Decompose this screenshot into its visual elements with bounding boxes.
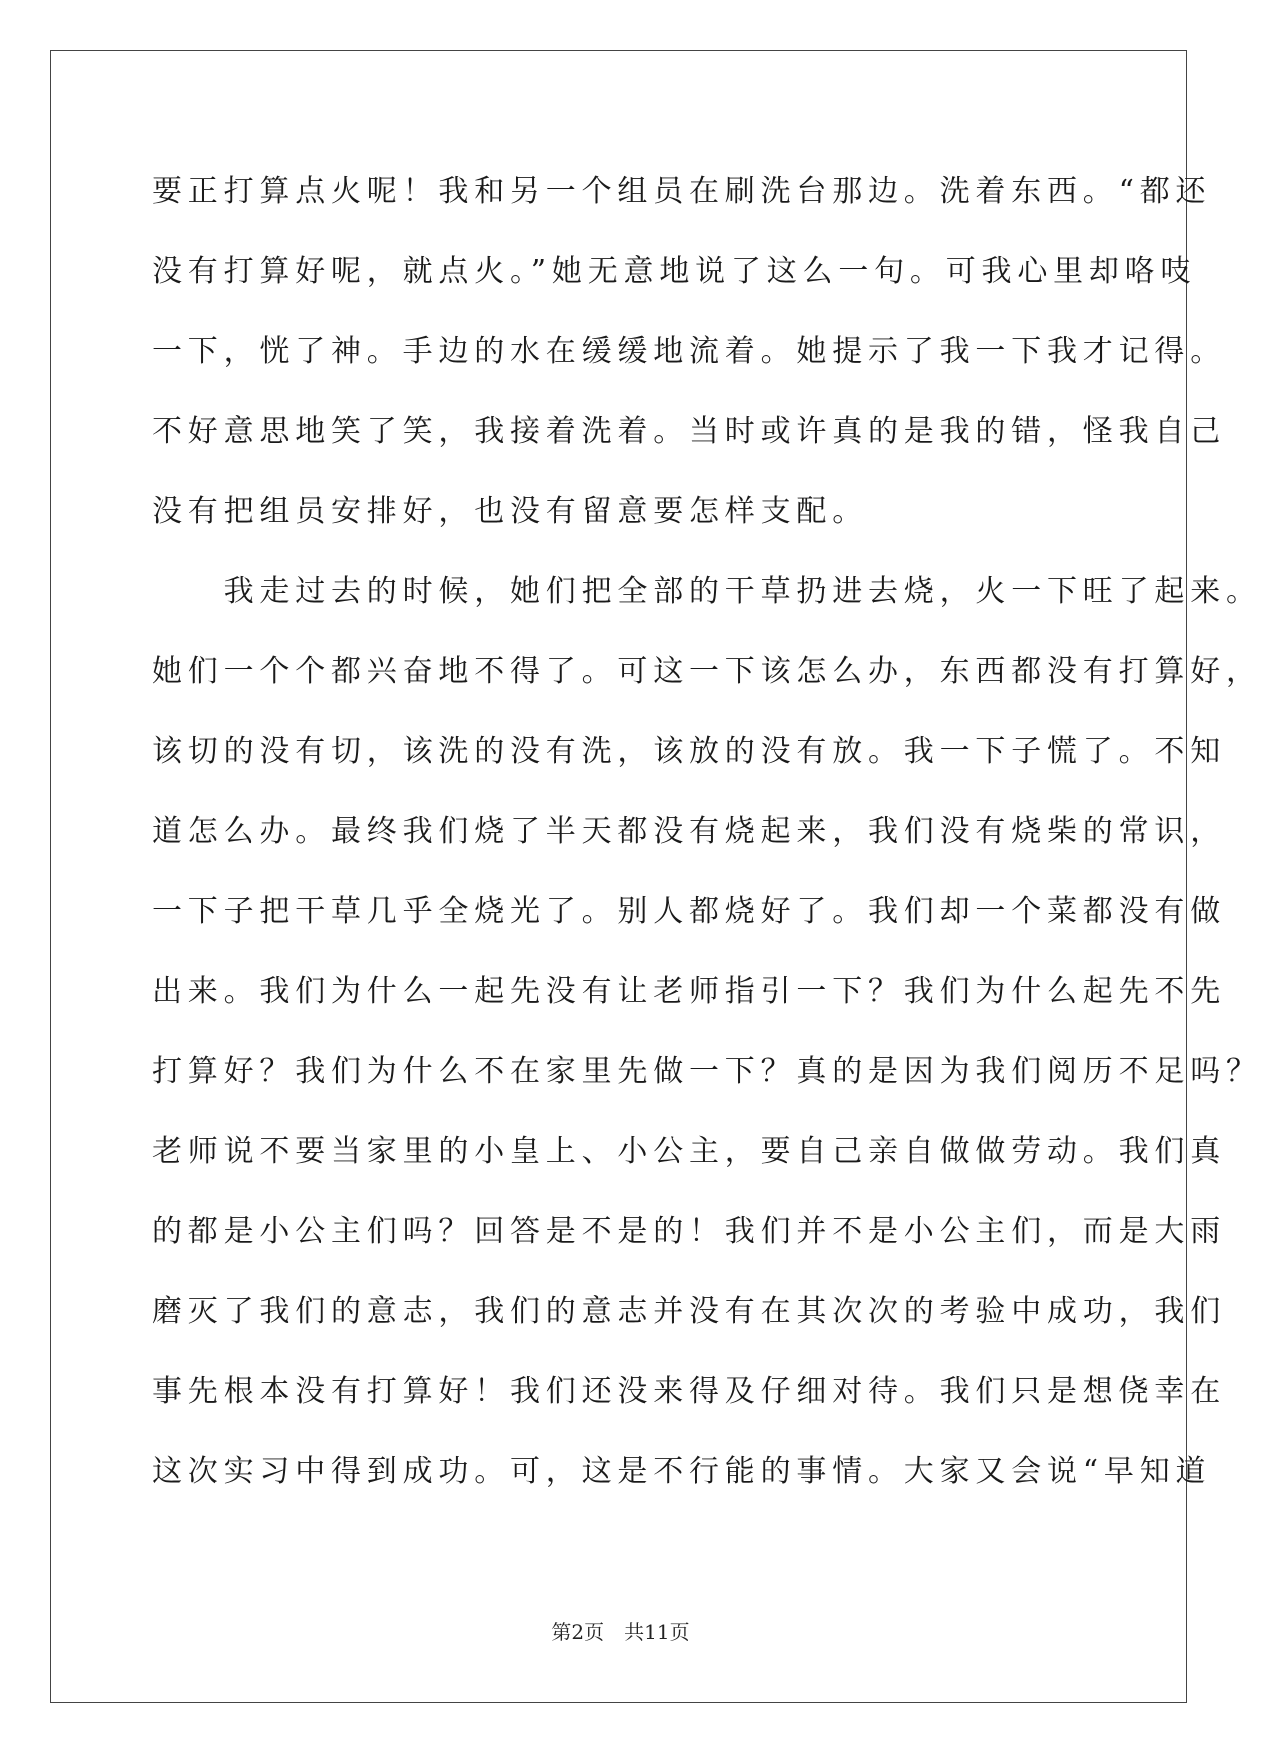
text-line: 没有打算好呢，就点火。”她无意地说了这么一句。可我心里却咯吱 [152,254,1197,289]
text-line: 道怎么办。最终我们烧了半天都没有烧起来，我们没有烧柴的常识， [152,814,1226,849]
text-line: 不好意思地笑了笑，我接着洗着。当时或许真的是我的错，怪我自己 [152,414,1226,449]
page-footer [0,1620,1241,1644]
text-line: 要正打算点火呢！我和另一个组员在刷洗台那边。洗着东西。“都还 [152,174,1212,209]
text-line: 出来。我们为什么一起先没有让老师指引一下？我们为什么起先不先 [152,974,1226,1009]
text-line: 磨灭了我们的意志，我们的意志并没有在其次次的考验中成功，我们 [152,1294,1226,1329]
text-line: 我走过去的时候，她们把全部的干草扔进去烧，火一下旺了起来。 [152,574,1262,609]
text-line: 打算好？我们为什么不在家里先做一下？真的是因为我们阅历不足吗？ [152,1054,1262,1089]
text-line: 事先根本没有打算好！我们还没来得及仔细对待。我们只是想侥幸在 [152,1374,1226,1409]
text-line: 一下子把干草几乎全烧光了。别人都烧好了。我们却一个菜都没有做 [152,894,1226,929]
text-line: 老师说不要当家里的小皇上、小公主，要自己亲自做做劳动。我们真 [152,1134,1226,1169]
text-line: 没有把组员安排好，也没有留意要怎样支配。 [152,494,868,529]
page-total: 共11页 [624,1620,690,1644]
text-line: 她们一个个都兴奋地不得了。可这一下该怎么办，东西都没有打算好， [152,654,1262,689]
text-line: 一下，恍了神。手边的水在缓缓地流着。她提示了我一下我才记得。 [152,334,1226,369]
text-line: 该切的没有切，该洗的没有洗，该放的没有放。我一下子慌了。不知 [152,734,1226,769]
page-number: 第2页 [551,1620,605,1644]
text-line: 这次实习中得到成功。可，这是不行能的事情。大家又会说“早知道 [152,1454,1212,1489]
text-line: 的都是小公主们吗？回答是不是的！我们并不是小公主们，而是大雨 [152,1214,1226,1249]
